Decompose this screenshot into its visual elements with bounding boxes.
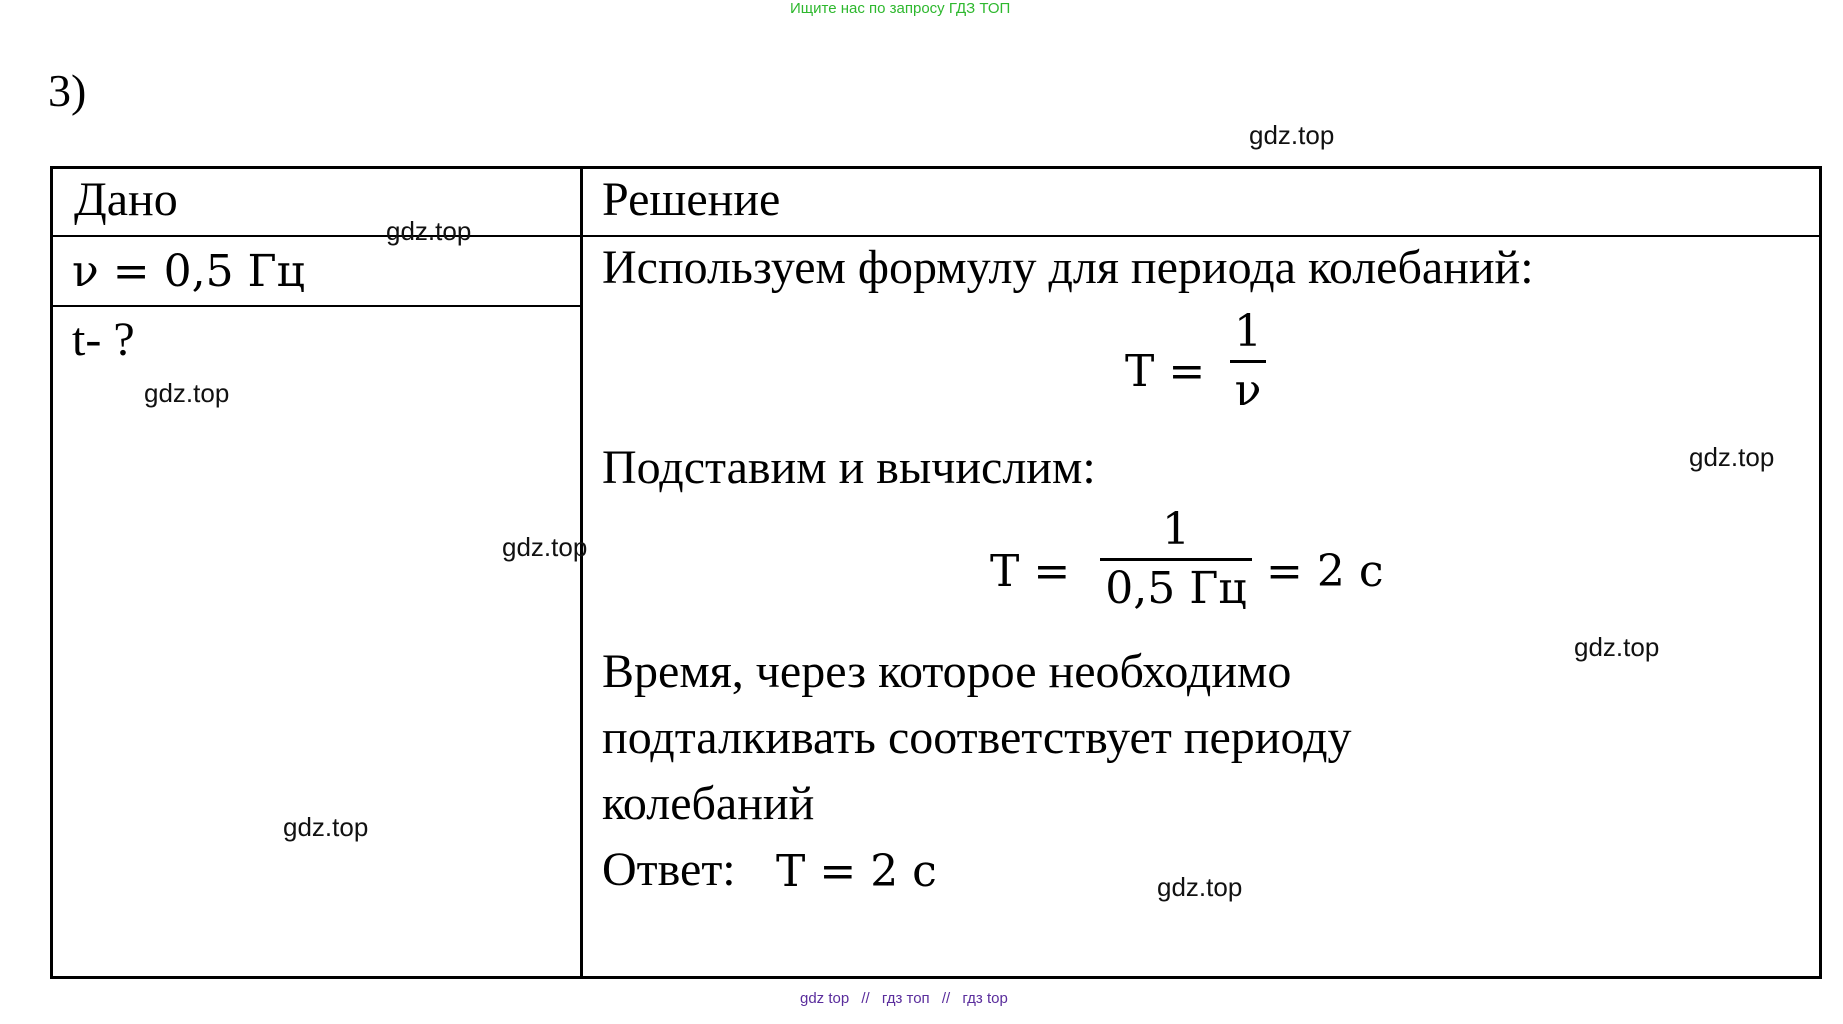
formula2-denominator: 0,5 Гц [1105,563,1247,614]
footer-separator: // [861,990,870,1007]
formula2-lhs: T = [990,546,1071,597]
watermark: gdz.top [1574,632,1660,662]
watermark: gdz.top [283,812,369,842]
given-frequency: ν = 0,5 Гц [72,246,305,297]
footer-separator: // [941,990,951,1007]
formula2-rhs: = 2 с [1266,546,1384,597]
solution-text-2: подталкивать соответствует периоду [602,711,1352,764]
formula1-denominator: ν [1234,365,1262,416]
watermark: gdz.top [144,378,230,408]
solution-line-1: Используем формулу для периода колебаний: [602,241,1534,294]
solution-text-3: колебаний [602,777,815,830]
given-header: Дано [74,173,178,226]
watermark: gdz.top [1689,442,1775,472]
footer-link-gdz-top-mixed[interactable]: гдз top [962,990,1008,1007]
footer-link-gdz-top[interactable]: gdz top [800,990,850,1007]
watermark: gdz.top [1157,872,1243,902]
top-banner: Ищите нас по запросу ГДЗ ТОП [790,0,1011,17]
given-unknown: t- ? [72,313,135,366]
task-number: 3) [48,65,87,116]
formula2-numerator: 1 [1162,504,1190,555]
watermark: gdz.top [386,216,472,246]
answer-label: Ответ: [602,843,736,896]
formula1-numerator: 1 [1234,306,1262,357]
footer-link-gdz-top-ru[interactable]: гдз топ [881,990,930,1007]
solution-header: Решение [602,173,781,226]
answer-value: T = 2 с [776,846,937,897]
footer-links [800,990,1008,1007]
formula1-lhs: T = [1125,346,1206,397]
solution-text-1: Время, через которое необходимо [602,645,1292,698]
watermark: gdz.top [502,532,588,562]
watermark: gdz.top [1249,120,1335,150]
solution-line-2: Подставим и вычислим: [602,441,1096,494]
